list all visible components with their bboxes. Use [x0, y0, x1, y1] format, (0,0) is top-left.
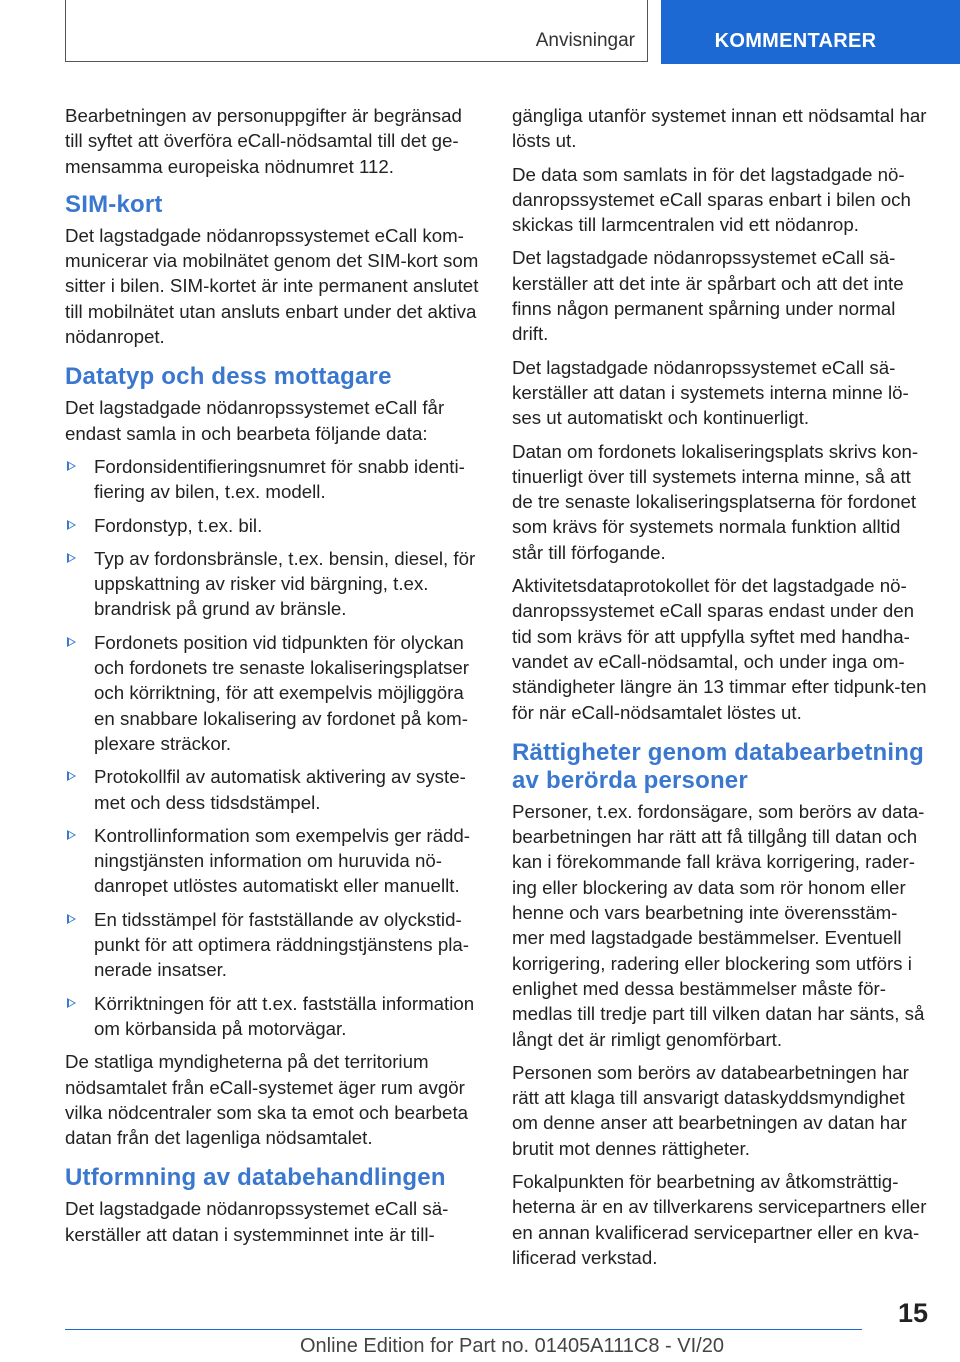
- paragraph: Datan om fordonets lokaliseringsplats skrivs kon-tinuerligt över till systemets interna minne, så att de tre senaste lokaliseringsplatserna för fordonet som krävs för systemets normala funktion alltid står till förfogande.: [512, 440, 919, 563]
- triangle-bullet-icon: [67, 637, 76, 647]
- page-number: 15: [897, 1298, 928, 1328]
- triangle-bullet-icon: [67, 830, 76, 840]
- edition-footer: Online Edition for Part no. 01405A111C8 - VI/20: [300, 1335, 724, 1357]
- paragraph: Fokalpunkten för bearbetning av åtkomsträttig-heterna är en av tillverkarens servicepartners eller en annan kvalificerad servicepartner eller en kva-lificerad verkstad.: [512, 1170, 927, 1268]
- datatype-paragraph: Det lagstadgade nödanropssystemet eCall får endast samla in och bearbeta följande data:: [65, 397, 445, 444]
- tab-comments-label: KOMMENTARER: [714, 30, 877, 52]
- data-list: [65, 454, 481, 1041]
- tab-comments[interactable]: [661, 0, 960, 64]
- authorities-paragraph: De statliga myndigheterna på det territorium nödsamtalet från eCall-systemet äger rum avgör vilka nödcentraler som ska ta emot och bearbeta datan från det lagenliga nödsamtalet.: [65, 1051, 469, 1149]
- list-item: Fordonstyp, t.ex. bil.: [65, 513, 481, 538]
- list-item: Fordonsidentifieringsnumret för snabb identi-fiering av bilen, t.ex. modell.: [65, 454, 481, 505]
- triangle-bullet-icon: [67, 553, 76, 563]
- list-item: Kontrollinformation som exempelvis ger rädd-ningstjänsten information om huruvida nö-danropet utlöstes automatiskt eller manuellt.: [65, 823, 481, 899]
- triangle-bullet-icon: [67, 998, 76, 1008]
- triangle-bullet-icon: [67, 520, 76, 530]
- paragraph: Det lagstadgade nödanropssystemet eCall sä-kerställer att datan i systemets interna minne lö-ses ut automatiskt och kontinuerligt.: [512, 356, 909, 429]
- tab-instructions[interactable]: [65, 0, 648, 62]
- design-heading: Utformning av databehandlingen: [65, 1164, 446, 1192]
- paragraph: Personer, t.ex. fordonsägare, som berörs av data-bearbetningen har rätt att få tillgång till datan och kan i förekommande fall kräva korrigering, rader-ing eller blockering av data som rör honom eller henne och vars bearbetning inte överensstäm-mer med lagstadgade bestämmelser. Eventuell korrigering, radering eller blockering som utförs i enlighet med dessa bestämmelser måste för-medlas till tredje part till vilken datan har sänts, så långt det är rimligt genomförbart.: [512, 800, 925, 1050]
- design-paragraph: Det lagstadgade nödanropssystemet eCall sä-kerställer att datan i systemminnet inte är till-: [65, 1198, 449, 1245]
- footer-divider: [65, 1329, 862, 1330]
- triangle-bullet-icon: [67, 771, 76, 781]
- paragraph: Det lagstadgade nödanropssystemet eCall sä-kerställer att det inte är spårbart och att det inte finns någon permanent spårning under normal drift.: [512, 247, 904, 345]
- paragraph: De data som samlats in för det lagstadgade nö-danropssystemet eCall sparas enbart i bilen och skickas till larmcentralen vid ett nödanrop.: [512, 163, 911, 236]
- tab-instructions-label: Anvisningar: [535, 30, 635, 51]
- sim-card-heading: SIM-kort: [65, 190, 163, 218]
- left-column: [65, 103, 481, 1255]
- paragraph: Personen som berörs av databearbetningen har rätt att klaga till ansvarigt dataskyddsmyndighet om denne anser att bearbetningen av datan har brutit mot dennes rättigheter.: [512, 1061, 909, 1159]
- list-item: En tidsstämpel för fastställande av olyckstid-punkt för att optimera räddningstjänstens pla-nerade insatser.: [65, 907, 481, 983]
- intro-paragraph: Bearbetningen av personuppgifter är begränsad till syftet att överföra eCall-nödsamtal till det ge-mensamma europeiska nödnumret 112.: [65, 105, 462, 177]
- sim-card-paragraph: Det lagstadgade nödanropssystemet eCall kom-municerar via mobilnätet genom det SIM-kort som sitter i bilen. SIM-kortet är inte permanent anslutet till mobilnätet utan ansluts enbart under det aktiva nödanropet.: [65, 224, 479, 348]
- triangle-bullet-icon: [67, 914, 76, 924]
- list-item: Protokollfil av automatisk aktivering av syste-met och dess tidsdstämpel.: [65, 764, 481, 815]
- paragraph: Aktivitetsdataprotokollet för det lagstadgade nö-danropssystemet eCall sparas endast under den tid som krävs för att uppfylla syftet med handha-vandet av eCall-nödsamtal, och under inga om-ständigheter längre än 13 timmar efter tidpunk-ten för när eCall-nödsamtalet löstes ut.: [512, 575, 927, 723]
- list-item: Körriktningen för att t.ex. fastställa information om körbansida på motorvägar.: [65, 991, 481, 1042]
- rights-heading: Rättigheter genom databearbetning av berörda personer: [512, 738, 924, 794]
- list-item: Typ av fordonsbränsle, t.ex. bensin, diesel, för uppskattning av risker vid bärgning, t.ex. brandrisk på grund av bränsle.: [65, 546, 481, 622]
- right-column: [512, 103, 928, 1278]
- datatype-heading: Datatyp och dess mottagare: [65, 363, 392, 391]
- triangle-bullet-icon: [67, 461, 76, 471]
- list-item: Fordonets position vid tidpunkten för olyckan och fordonets tre senaste lokaliseringsplatser och körriktning, för att exempelvis möjliggöra en snabbare lokalisering av fordonet på kom-plexare sträckor.: [65, 630, 481, 756]
- paragraph: gängliga utanför systemet innan ett nödsamtal har lösts ut.: [512, 105, 927, 152]
